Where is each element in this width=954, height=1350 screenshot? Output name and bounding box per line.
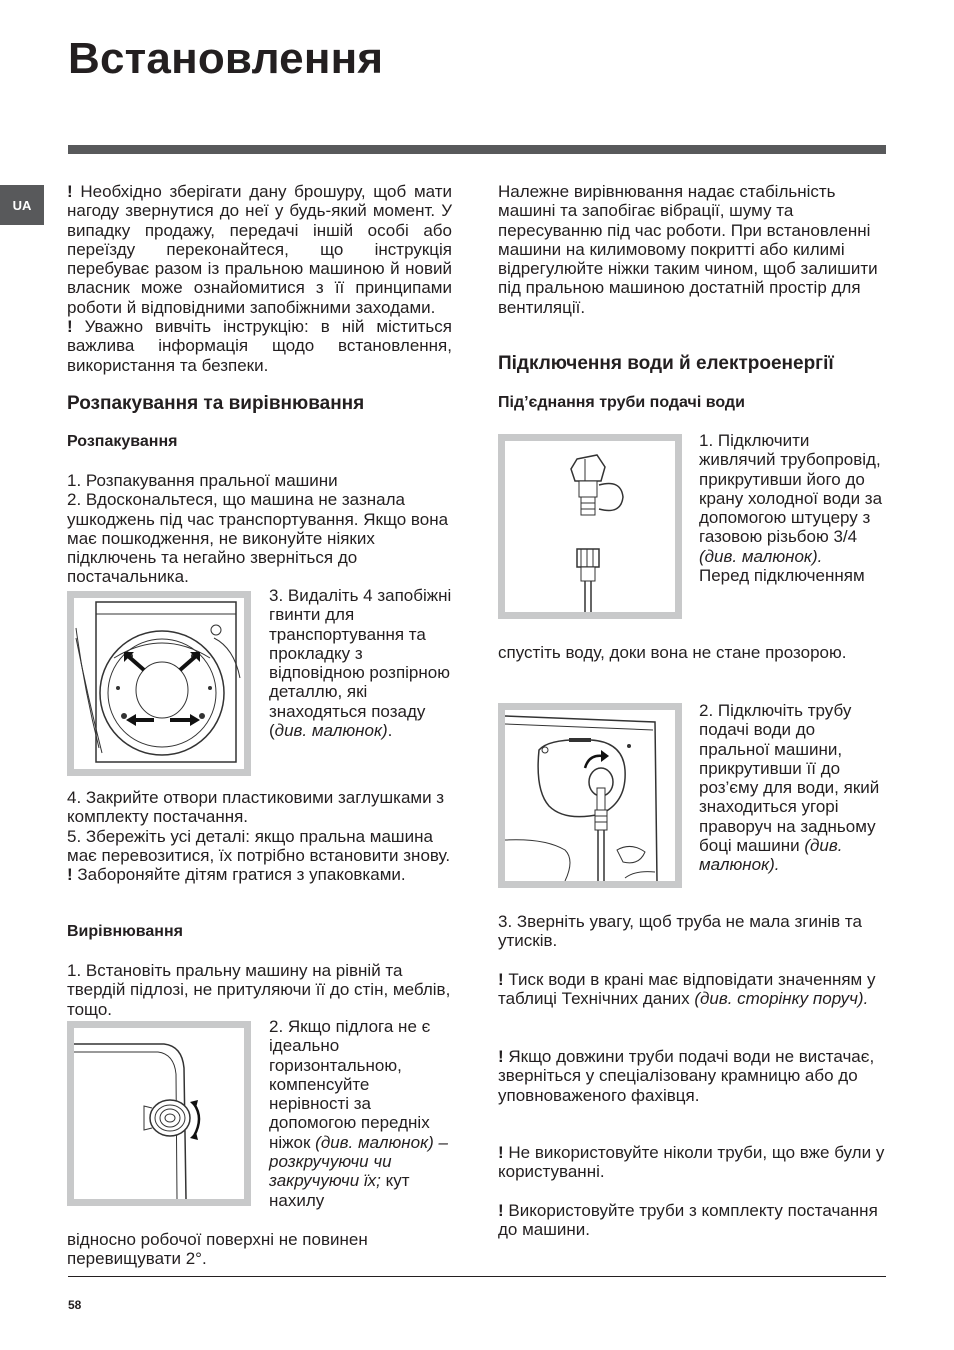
tap-illustration xyxy=(505,441,675,612)
heading-hose: Під’єднання труби подачі води xyxy=(498,394,745,411)
heading-level: Вирівнювання xyxy=(67,923,183,940)
figure-machine-inlet xyxy=(498,703,682,888)
heading-unpack: Розпакування xyxy=(67,433,178,450)
inlet-illustration xyxy=(505,710,675,881)
hose-step-2: 2. Підключіть трубу подачі води до пральної машини, прикрутивши її до роз’єму для води, який знаходиться угорі праворуч на задньому боці машини (див. малюнок). xyxy=(699,701,880,875)
level-continued: Належне вирівнювання надає стабільність машині та запобігає вібрації, шуму та пересуванню під час роботи. При встановленні машини на килимовому покритті або килимі відрегулюйте ніжки таким чином, щоб залишити під пральною машиною достатній простір для вентиляції. xyxy=(498,182,878,317)
intro-paragraph-1: ! Необхідно зберігати дану брошуру, щоб мати нагоду звернутися до неї у будь-який момент. У випадку продажу, передачі іншій особі або переїзду переконайтеся, що інструкція перебуває разом із пральною машиною й новий власник може ознайомитися з її принципами роботи й відповідними запобіжними заходами. xyxy=(67,182,452,317)
level-step-1: 1. Встановіть пральну машину на рівній та твердій підлозі, не притуляючи її до стін, меблів, тощо. xyxy=(67,961,451,1019)
level-step-2-cont: відносно робочої поверхні не повинен перевищувати 2°. xyxy=(67,1230,368,1269)
warning-supplied-hoses: ! Використовуйте труби з комплекту постачання до машини. xyxy=(498,1201,878,1240)
title-rule xyxy=(68,145,886,154)
unpack-steps-4-5: 4. Закрийте отвори пластиковими заглушками з комплекту постачання. 5. Збережіть усі деталі: якщо пральна машина має перевозитися, їх потрібно встановити знову. ! Забороняйте дітям гратися з упаковками. xyxy=(67,788,451,885)
figure-transport-screws xyxy=(67,591,251,776)
unpack-steps-1-2: 1. Розпакування пральної машини 2. Вдоскональтеся, що машина не зазнала ушкоджень під час транспортування. Якщо вона має пошкодження, не виконуйте ніяких підключень та негайно зверніться до постачальника. xyxy=(67,471,449,587)
intro-paragraph-2: ! Уважно вивчіть інструкцію: в ній міститься важлива інформація щодо встановлення, використання та безпеки. xyxy=(67,317,452,375)
level-step-2: 2. Якщо підлога не є ідеально горизонтальною, компенсуйте нерівності за допомогою передніх ніжок (див. малюнок) – розкручуючи чи закручуючи їх; кут нахилу xyxy=(269,1017,448,1210)
page-title: Встановлення xyxy=(68,34,384,83)
warning-used-hoses: ! Не використовуйте ніколи труби, що вже були у користуванні. xyxy=(498,1143,885,1182)
figure-levelling-foot xyxy=(67,1021,251,1206)
footer-rule xyxy=(68,1276,886,1277)
foot-illustration xyxy=(74,1028,244,1199)
hose-step-1-cont: спустіть воду, доки вона не стане прозорою. xyxy=(498,643,847,662)
machine-back-illustration xyxy=(74,598,244,769)
language-tab: UA xyxy=(0,185,44,225)
hose-step-1: 1. Підключити живлячий трубопровід, прикрутивши його до крану холодної води за допомогою штуцеру з газовою різьбою 3/4 (див. малюнок). Перед підключенням xyxy=(699,431,883,586)
figure-tap-connection xyxy=(498,434,682,619)
intro xyxy=(67,182,452,375)
heading-unpack-level: Розпакування та вирівнювання xyxy=(67,393,365,414)
warning-pressure: ! Тиск води в крані має відповідати значенням у таблиці Технічних даних (див. сторінку поруч). xyxy=(498,970,876,1009)
heading-connect: Підключення води й електроенергії xyxy=(498,353,834,374)
warning-length: ! Якщо довжини труби подачі води не вистачає, зверніться у спеціалізовану крамницю або до уповноваженого фахівця. xyxy=(498,1047,875,1105)
hose-step-3: 3. Зверніть увагу, щоб труба не мала згинів та утисків. xyxy=(498,912,862,951)
unpack-step-3: 3. Видаліть 4 запобіжні гвинти для транспортування та прокладку з відповідною розпірною деталлю, які знаходяться позаду (див. малюнок). xyxy=(269,586,452,741)
page-number: 58 xyxy=(68,1298,82,1312)
